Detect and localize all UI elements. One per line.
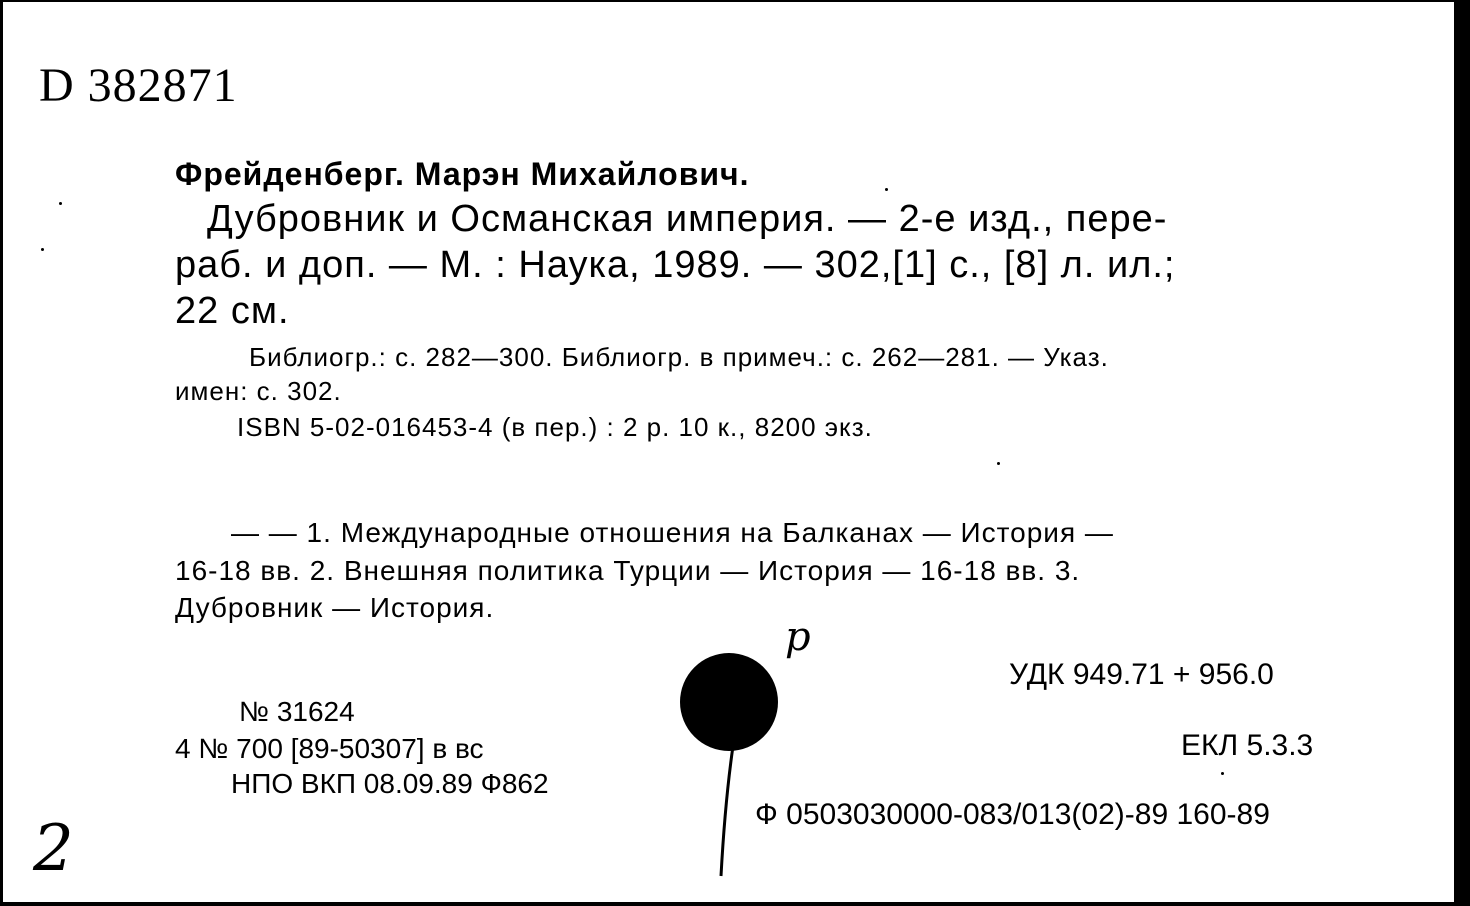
speck	[59, 202, 62, 205]
speck	[1221, 772, 1224, 775]
subject-line-3: Дубровник — История.	[175, 592, 495, 623]
speck	[997, 462, 1000, 465]
title-line-3: 22 см.	[175, 290, 290, 332]
subject-line-1: — — 1. Международные отношения на Балканах — История —	[231, 517, 1114, 548]
handwritten-number: 2	[33, 812, 74, 886]
ekl-code: ЕКЛ 5.3.3	[1181, 729, 1314, 762]
speck	[41, 248, 44, 251]
print-run-line: 4 № 700 [89-50307] в вс	[175, 733, 484, 764]
title-line-2: раб. и доп. — М. : Наука, 1989. — 302,[1] с., [8] л. ил.;	[175, 244, 1176, 286]
call-number: D 382871	[39, 59, 238, 112]
author-heading: Фрейденберг. Марэн Михайлович.	[175, 156, 750, 192]
publisher-line: НПО ВКП 08.09.89 Ф862	[231, 768, 549, 799]
isbn-line: ISBN 5-02-016453-4 (в пер.) : 2 р. 10 к., 8200 экз.	[237, 412, 873, 442]
speck	[885, 188, 888, 191]
ink-stamp-icon	[673, 642, 793, 882]
handwritten-letter: р	[785, 614, 811, 660]
bibliography-line-2: имен: с. 302.	[175, 376, 342, 406]
title-line-1: Дубровник и Османская империя. — 2-е изд., пере-	[207, 198, 1168, 240]
classification-code: Ф 0503030000-083/013(02)-89 160-89	[755, 798, 1270, 831]
subject-line-2: 16-18 вв. 2. Внешняя политика Турции — История — 16-18 вв. 3.	[175, 555, 1081, 586]
bibliography-line-1: Библиогр.: с. 282—300. Библиогр. в примеч.: с. 262—281. — Указ.	[249, 342, 1109, 372]
order-number: № 31624	[239, 696, 355, 727]
udk-code: УДК 949.71 + 956.0	[1009, 658, 1274, 691]
